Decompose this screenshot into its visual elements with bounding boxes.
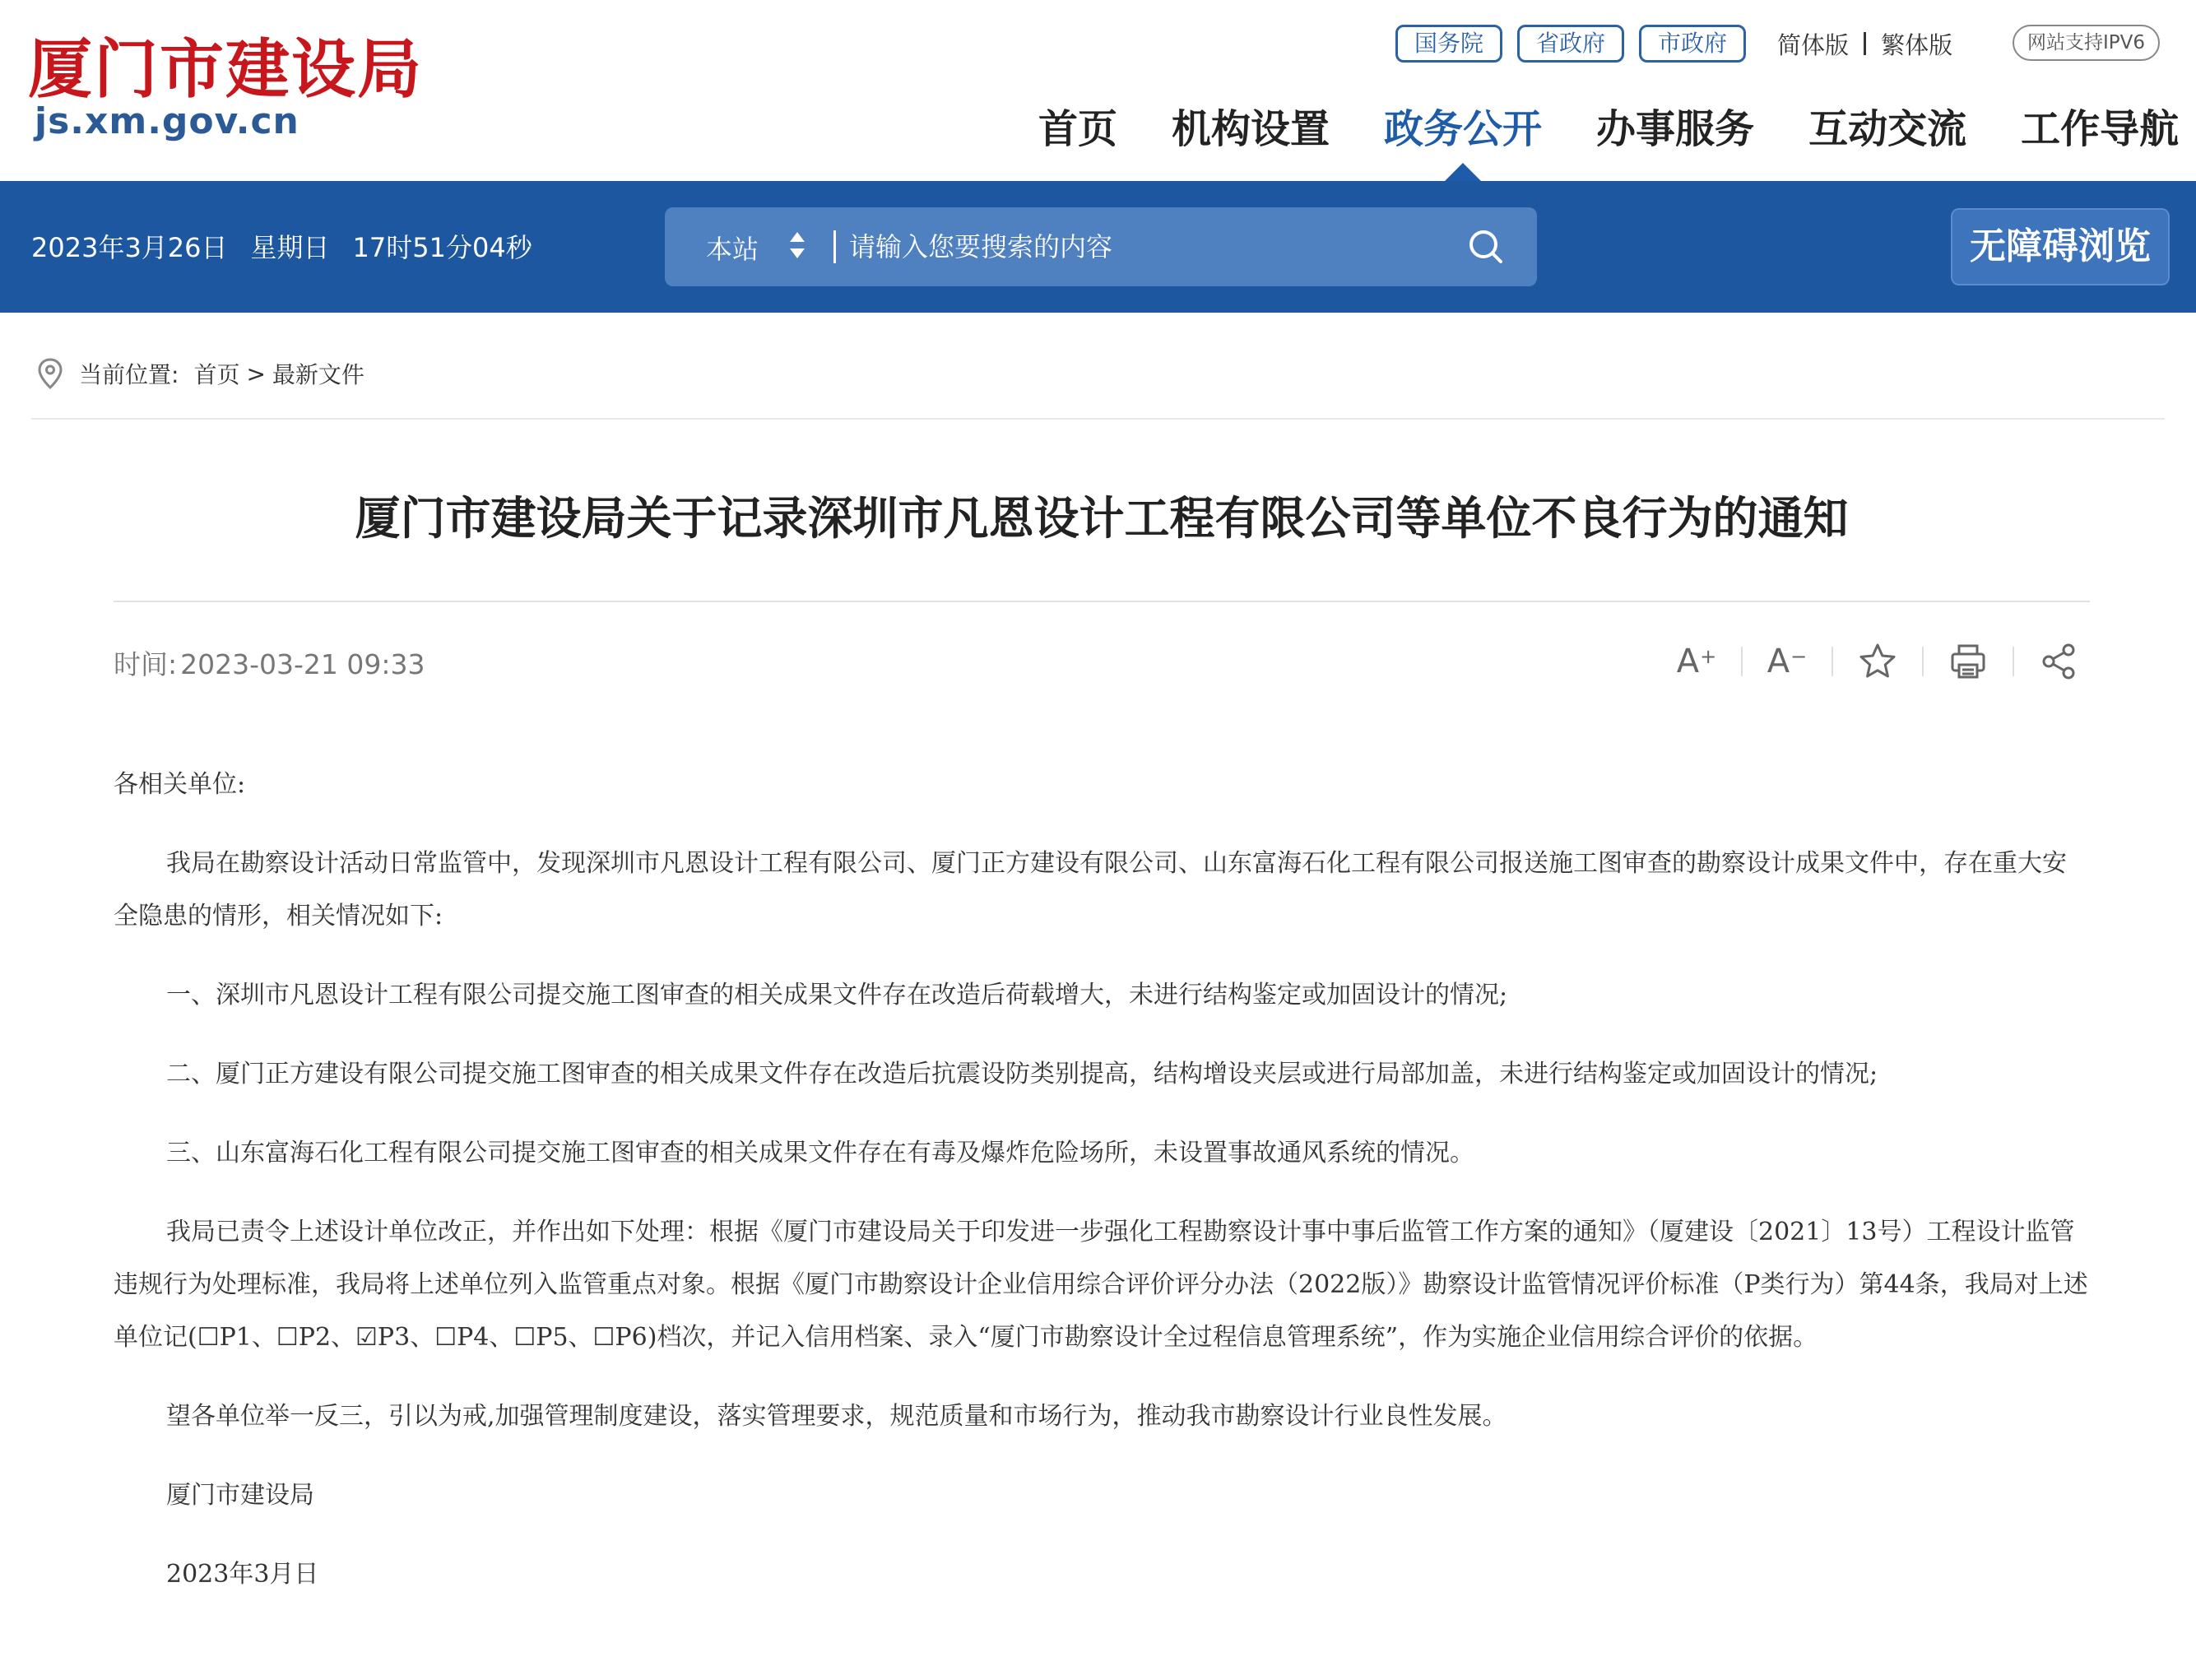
breadcrumb-home-link[interactable]: 首页	[193, 361, 240, 388]
toolbar-divider	[1832, 647, 1833, 676]
nav-item-services[interactable]: 办事服务	[1596, 106, 1755, 152]
search-scope-select[interactable]: 本站	[706, 234, 759, 265]
publish-time-value: 2023-03-21 09:33	[180, 648, 425, 680]
gov-link-province[interactable]: 省政府	[1517, 25, 1624, 63]
gov-link-state-council[interactable]: 国务院	[1395, 25, 1502, 63]
search-input[interactable]	[849, 222, 1458, 271]
article-paragraph: 三、山东富海石化工程有限公司提交施工图审查的相关成果文件存在有毒及爆炸危险场所，未设置事故通风系统的情况。	[166, 1139, 1474, 1167]
gov-link-city[interactable]: 市政府	[1639, 25, 1746, 63]
ipv6-badge: 网站支持IPV6	[2013, 25, 2160, 61]
site-logo[interactable]: 厦门市建设局	[28, 32, 424, 107]
article-sign-date: 2023年3月日	[166, 1560, 319, 1589]
main-nav	[1038, 97, 2179, 154]
article-toolbar	[1675, 640, 2080, 683]
nav-item-government-affairs[interactable]	[1384, 97, 1542, 154]
article-salutation: 各相关单位:	[114, 770, 246, 799]
breadcrumb-separator: >	[246, 360, 266, 388]
publish-time-label: 时间:	[114, 648, 178, 680]
search-bar-strip	[0, 181, 2196, 313]
nav-item-organization[interactable]: 机构设置	[1172, 106, 1330, 152]
lang-traditional-link[interactable]: 繁体版	[1881, 30, 1953, 59]
search-icon[interactable]	[1465, 225, 1507, 268]
current-time: 17时51分04秒	[352, 232, 532, 263]
article-paragraph: 我局已责令上述设计单位改正，并作出如下处理：根据《厦门市建设局关于印发进一步强化工程勘察设计事中事后监管工作方案的通知》（厦建设〔2021〕13号）工程设计监管违规行为处理标准，我局将上述单位列入监管重点对象。根据《厦门市勘察设计企业信用综合评价评分办法（2022版）》勘察设计监管情况评价标准（P类行为）第44条，我局对上述单位记(☐P1、☐P2、☑P3、☐P4、☐P5、☐P6)档次，并记入信用档案、录入“厦门市勘察设计全过程信息管理系统”，作为实施企业信用综合评价的依据。	[114, 1218, 2088, 1352]
article-body	[114, 759, 2090, 1601]
toolbar-divider	[1922, 647, 1924, 676]
title-divider	[114, 601, 2090, 602]
top-links	[1395, 25, 1952, 63]
current-weekday: 星期日	[250, 232, 330, 263]
nav-item-interaction[interactable]: 互动交流	[1808, 106, 1967, 152]
nav-item-home[interactable]: 首页	[1038, 106, 1118, 152]
article-signature: 厦门市建设局	[166, 1481, 314, 1510]
breadcrumb	[38, 355, 364, 392]
toolbar-divider	[2013, 647, 2014, 676]
article-paragraph: 望各单位举一反三，引以为戒,加强管理制度建设，落实管理要求，规范质量和市场行为，推动我市勘察设计行业良性发展。	[166, 1402, 1507, 1431]
search-divider	[833, 230, 836, 263]
nav-active-indicator	[1445, 163, 1481, 181]
publish-time	[114, 643, 425, 682]
breadcrumb-divider	[31, 418, 2165, 420]
article-paragraph: 我局在勘察设计活动日常监管中，发现深圳市凡恩设计工程有限公司、厦门正方建设有限公司、山东富海石化工程有限公司报送施工图审查的勘察设计成果文件中，存在重大安全隐患的情形，相关情况如下:	[114, 849, 2067, 930]
search-box	[665, 207, 1537, 286]
breadcrumb-latest-files-link[interactable]: 最新文件	[272, 361, 364, 388]
lang-simplified-link[interactable]: 简体版	[1777, 30, 1850, 59]
breadcrumb-label: 当前位置:	[79, 361, 179, 388]
article-paragraph: 二、厦门正方建设有限公司提交施工图审查的相关成果文件存在改造后抗震设防类别提高，结构增设夹层或进行局部加盖，未进行结构鉴定或加固设计的情况;	[166, 1060, 1878, 1088]
accessibility-button[interactable]: 无障碍浏览	[1951, 208, 2170, 285]
share-icon[interactable]	[2037, 640, 2080, 683]
print-icon[interactable]	[1947, 640, 1989, 683]
article-paragraph: 一、深圳市凡恩设计工程有限公司提交施工图审查的相关成果文件存在改造后荷载增大，未进行结构鉴定或加固设计的情况;	[166, 981, 1508, 1009]
site-header	[0, 0, 2196, 181]
font-decrease-icon[interactable]: A −	[1767, 643, 1808, 680]
current-date: 2023年3月26日	[31, 232, 228, 263]
current-datetime	[31, 227, 555, 265]
nav-item-label: 政务公开	[1384, 106, 1543, 152]
lang-divider	[1864, 32, 1866, 55]
location-pin-icon	[38, 358, 63, 389]
nav-item-work-guide[interactable]: 工作导航	[2021, 106, 2180, 152]
toolbar-divider	[1741, 647, 1743, 676]
font-increase-icon[interactable]: A +	[1676, 643, 1717, 680]
sort-arrows-icon[interactable]	[790, 232, 806, 262]
site-logo-url[interactable]: js.xm.gov.cn	[35, 100, 299, 142]
article-title: 厦门市建设局关于记录深圳市凡恩设计工程有限公司等单位不良行为的通知	[355, 492, 1849, 545]
star-icon[interactable]	[1856, 640, 1899, 683]
